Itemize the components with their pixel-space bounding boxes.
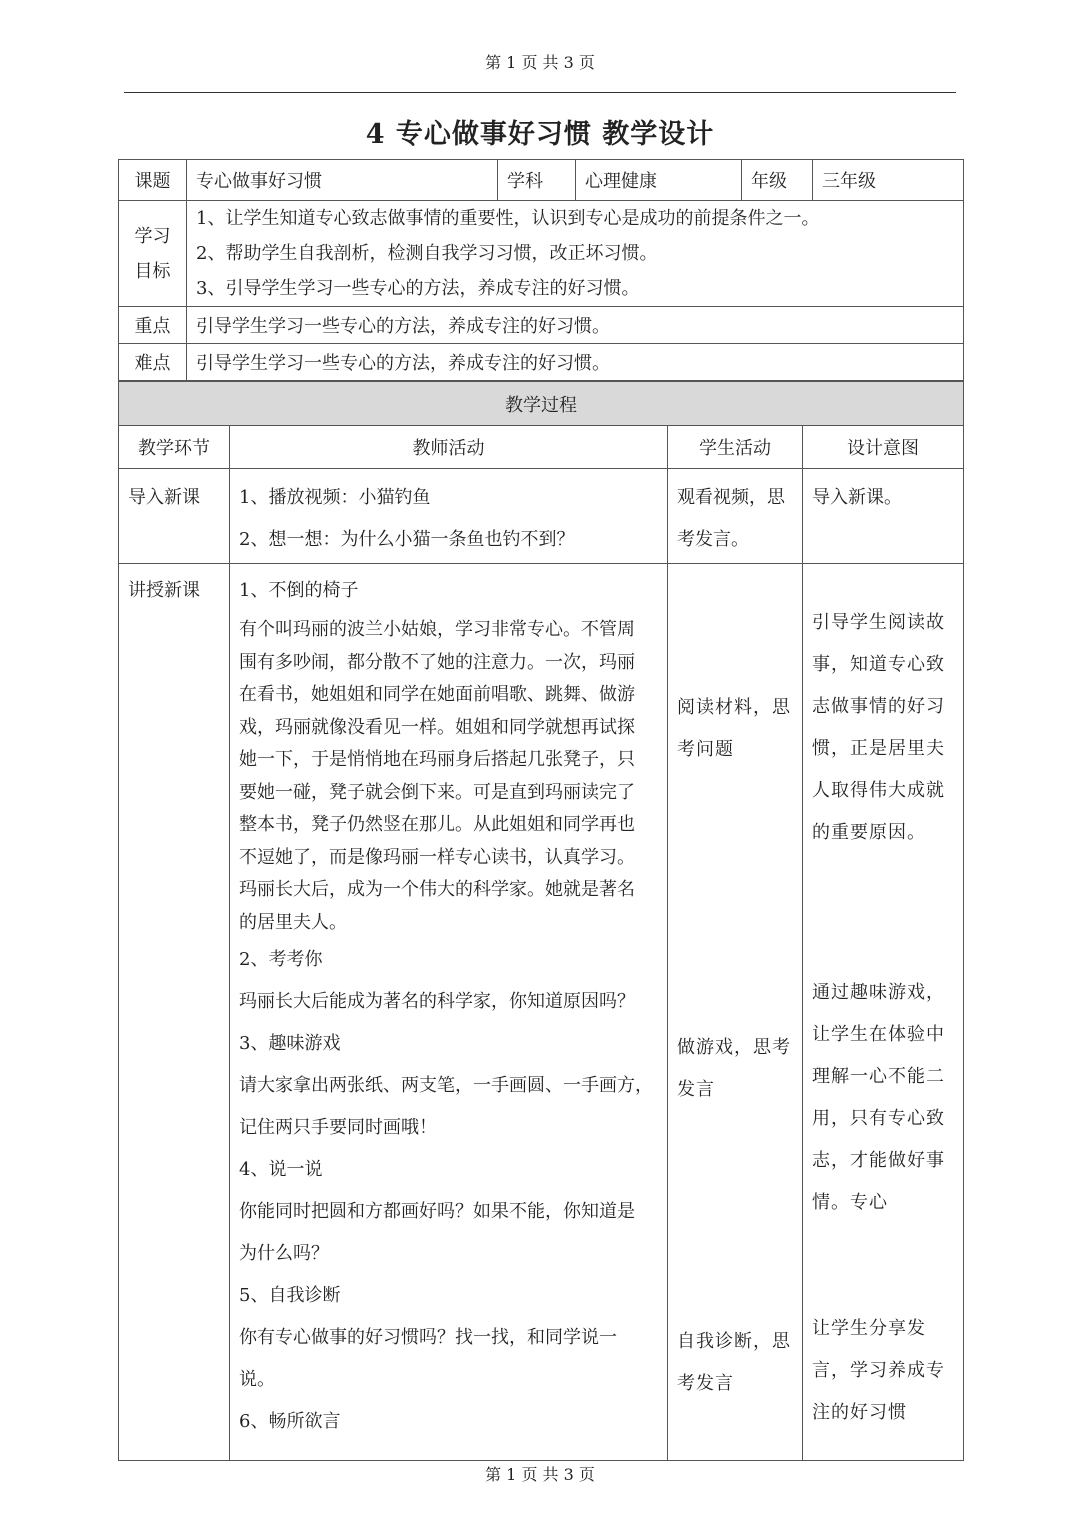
goals-label-line: 学习 xyxy=(134,225,171,247)
goals-content xyxy=(187,201,964,307)
key-point-value: 引导学生学习一些专心的方法，养成专注的好习惯。 xyxy=(187,307,964,344)
section-title: 5、自我诊断 xyxy=(239,1285,341,1306)
story-line: 围有多吵闹，都分散不了她的注意力。一次，玛丽 xyxy=(239,651,635,673)
header-divider xyxy=(124,92,956,93)
difficulty-row xyxy=(119,344,964,381)
intent-line: 情。专心 xyxy=(812,1192,888,1213)
intent-line: 人取得伟大成就 xyxy=(812,780,945,801)
student-line: 阅读材料，思 xyxy=(677,697,791,718)
story-line: 不逗她了，而是像玛丽一样专心读书，认真学习。 xyxy=(239,846,635,868)
lecture-teacher-activity xyxy=(230,564,668,1461)
subject-value: 心理健康 xyxy=(576,160,742,201)
intent-line: 用，只有专心致 xyxy=(812,1108,945,1129)
section-text: 说。 xyxy=(239,1369,275,1390)
document-title: 4 专心做事好习惯 教学设计 xyxy=(365,119,715,150)
import-teacher-activity xyxy=(230,469,668,564)
intent-line: 志做事情的好习 xyxy=(812,696,945,717)
section-text: 你能同时把圆和方都画好吗？如果不能，你知道是 xyxy=(239,1201,635,1222)
column-header-row xyxy=(119,426,964,469)
grade-label: 年级 xyxy=(742,160,813,201)
column-header: 设计意图 xyxy=(803,426,964,469)
student-line: 考问题 xyxy=(677,739,734,760)
student-line: 发言 xyxy=(677,1079,715,1100)
story-line: 在看书，她姐姐和同学在她面前唱歌、跳舞、做游 xyxy=(239,684,635,705)
intent-line: 的重要原因。 xyxy=(812,822,926,843)
process-title-row xyxy=(119,381,964,426)
course-label: 课题 xyxy=(119,160,187,201)
stage-text: 导入新课 xyxy=(128,487,200,508)
process-title: 教学过程 xyxy=(119,381,964,426)
student-line: 做游戏，思考 xyxy=(677,1037,791,1058)
column-header: 教学环节 xyxy=(119,426,230,469)
intent-line: 让学生在体验中 xyxy=(812,1024,945,1045)
section-title: 3、趣味游戏 xyxy=(239,1033,341,1054)
activity-line: 1、播放视频：小猫钓鱼 xyxy=(239,487,431,508)
import-student-activity xyxy=(668,469,803,564)
course-value: 专心做事好习惯 xyxy=(187,160,498,201)
goals-label-line: 目标 xyxy=(134,260,171,282)
story-line: 玛丽长大后，成为一个伟大的科学家。她就是著名 xyxy=(239,879,635,900)
goals-row xyxy=(119,201,964,307)
intent-line: 言，学习养成专 xyxy=(812,1360,945,1381)
section-text: 请大家拿出两张纸、两支笔，一手画圆、一手画方， xyxy=(239,1075,653,1096)
stage-text: 讲授新课 xyxy=(128,580,200,601)
column-header: 学生活动 xyxy=(668,426,803,469)
import-intent xyxy=(803,469,964,564)
stage-lecture xyxy=(119,564,230,1461)
intent-text: 导入新课。 xyxy=(812,487,902,508)
teaching-process-table xyxy=(118,380,964,1461)
story-line: 戏，玛丽就像没看见一样。姐姐和同学就想再试探 xyxy=(239,716,635,738)
course-row xyxy=(119,160,964,201)
goals-label xyxy=(119,201,187,307)
lecture-intent xyxy=(803,564,964,1461)
subject-label: 学科 xyxy=(498,160,576,201)
section-text: 记住两只手要同时画哦！ xyxy=(239,1117,437,1138)
intent-line: 引导学生阅读故 xyxy=(812,612,945,633)
difficulty-label: 难点 xyxy=(119,344,187,381)
lecture-student-activity xyxy=(668,564,803,1461)
intent-line: 通过趣味游戏， xyxy=(812,982,945,1003)
section-title: 4、说一说 xyxy=(239,1159,323,1180)
story-line: 的居里夫人。 xyxy=(239,911,347,933)
section-text: 玛丽长大后能成为著名的科学家，你知道原因吗？ xyxy=(239,991,635,1012)
section-text: 你有专心做事的好习惯吗？找一找，和同学说一 xyxy=(239,1327,617,1348)
student-line: 考发言。 xyxy=(677,529,749,550)
story-line: 她一下，于是悄悄地在玛丽身后搭起几张凳子，只 xyxy=(239,749,635,770)
lecture-row xyxy=(119,564,964,1461)
story-line: 要她一碰，凳子就会倒下来。可是直到玛丽读完了 xyxy=(239,781,635,803)
section-title: 6、畅所欲言 xyxy=(239,1411,341,1432)
student-line: 自我诊断，思 xyxy=(677,1331,791,1352)
intent-line: 志，才能做好事 xyxy=(812,1150,945,1171)
section-text: 为什么吗？ xyxy=(239,1243,329,1264)
intent-line: 注的好习惯 xyxy=(812,1402,907,1423)
section-title: 2、考考你 xyxy=(239,949,323,970)
grade-value: 三年级 xyxy=(813,160,964,201)
goal-item: 3、引导学生学习一些专心的方法，养成专注的好习惯。 xyxy=(196,278,640,299)
intent-line: 理解一心不能二 xyxy=(812,1066,945,1087)
story-line: 整本书，凳子仍然竖在那儿。从此姐姐和同学再也 xyxy=(239,814,635,835)
student-line: 考发言 xyxy=(677,1373,734,1394)
difficulty-value: 引导学生学习一些专心的方法，养成专注的好习惯。 xyxy=(187,344,964,381)
intent-line: 事，知道专心致 xyxy=(812,654,945,675)
footer-page-indicator: 第 1 页 共 3 页 xyxy=(485,1465,595,1484)
intent-line: 惯，正是居里夫 xyxy=(812,738,945,759)
stage-import xyxy=(119,469,230,564)
header-page-indicator: 第 1 页 共 3 页 xyxy=(485,53,595,72)
column-header: 教师活动 xyxy=(230,426,668,469)
section-title: 1、不倒的椅子 xyxy=(239,580,359,601)
key-point-row xyxy=(119,307,964,344)
activity-line: 2、想一想：为什么小猫一条鱼也钓不到？ xyxy=(239,529,575,550)
key-point-label: 重点 xyxy=(119,307,187,344)
lesson-info-table xyxy=(118,159,964,381)
student-line: 观看视频，思 xyxy=(677,487,785,508)
story-line: 有个叫玛丽的波兰小姑娘，学习非常专心。不管周 xyxy=(239,619,635,640)
goal-item: 2、帮助学生自我剖析，检测自我学习习惯，改正坏习惯。 xyxy=(196,243,658,264)
import-row xyxy=(119,469,964,564)
goal-item: 1、让学生知道专心致志做事情的重要性，认识到专心是成功的前提条件之一。 xyxy=(196,208,820,229)
intent-line: 让学生分享发 xyxy=(812,1318,926,1339)
